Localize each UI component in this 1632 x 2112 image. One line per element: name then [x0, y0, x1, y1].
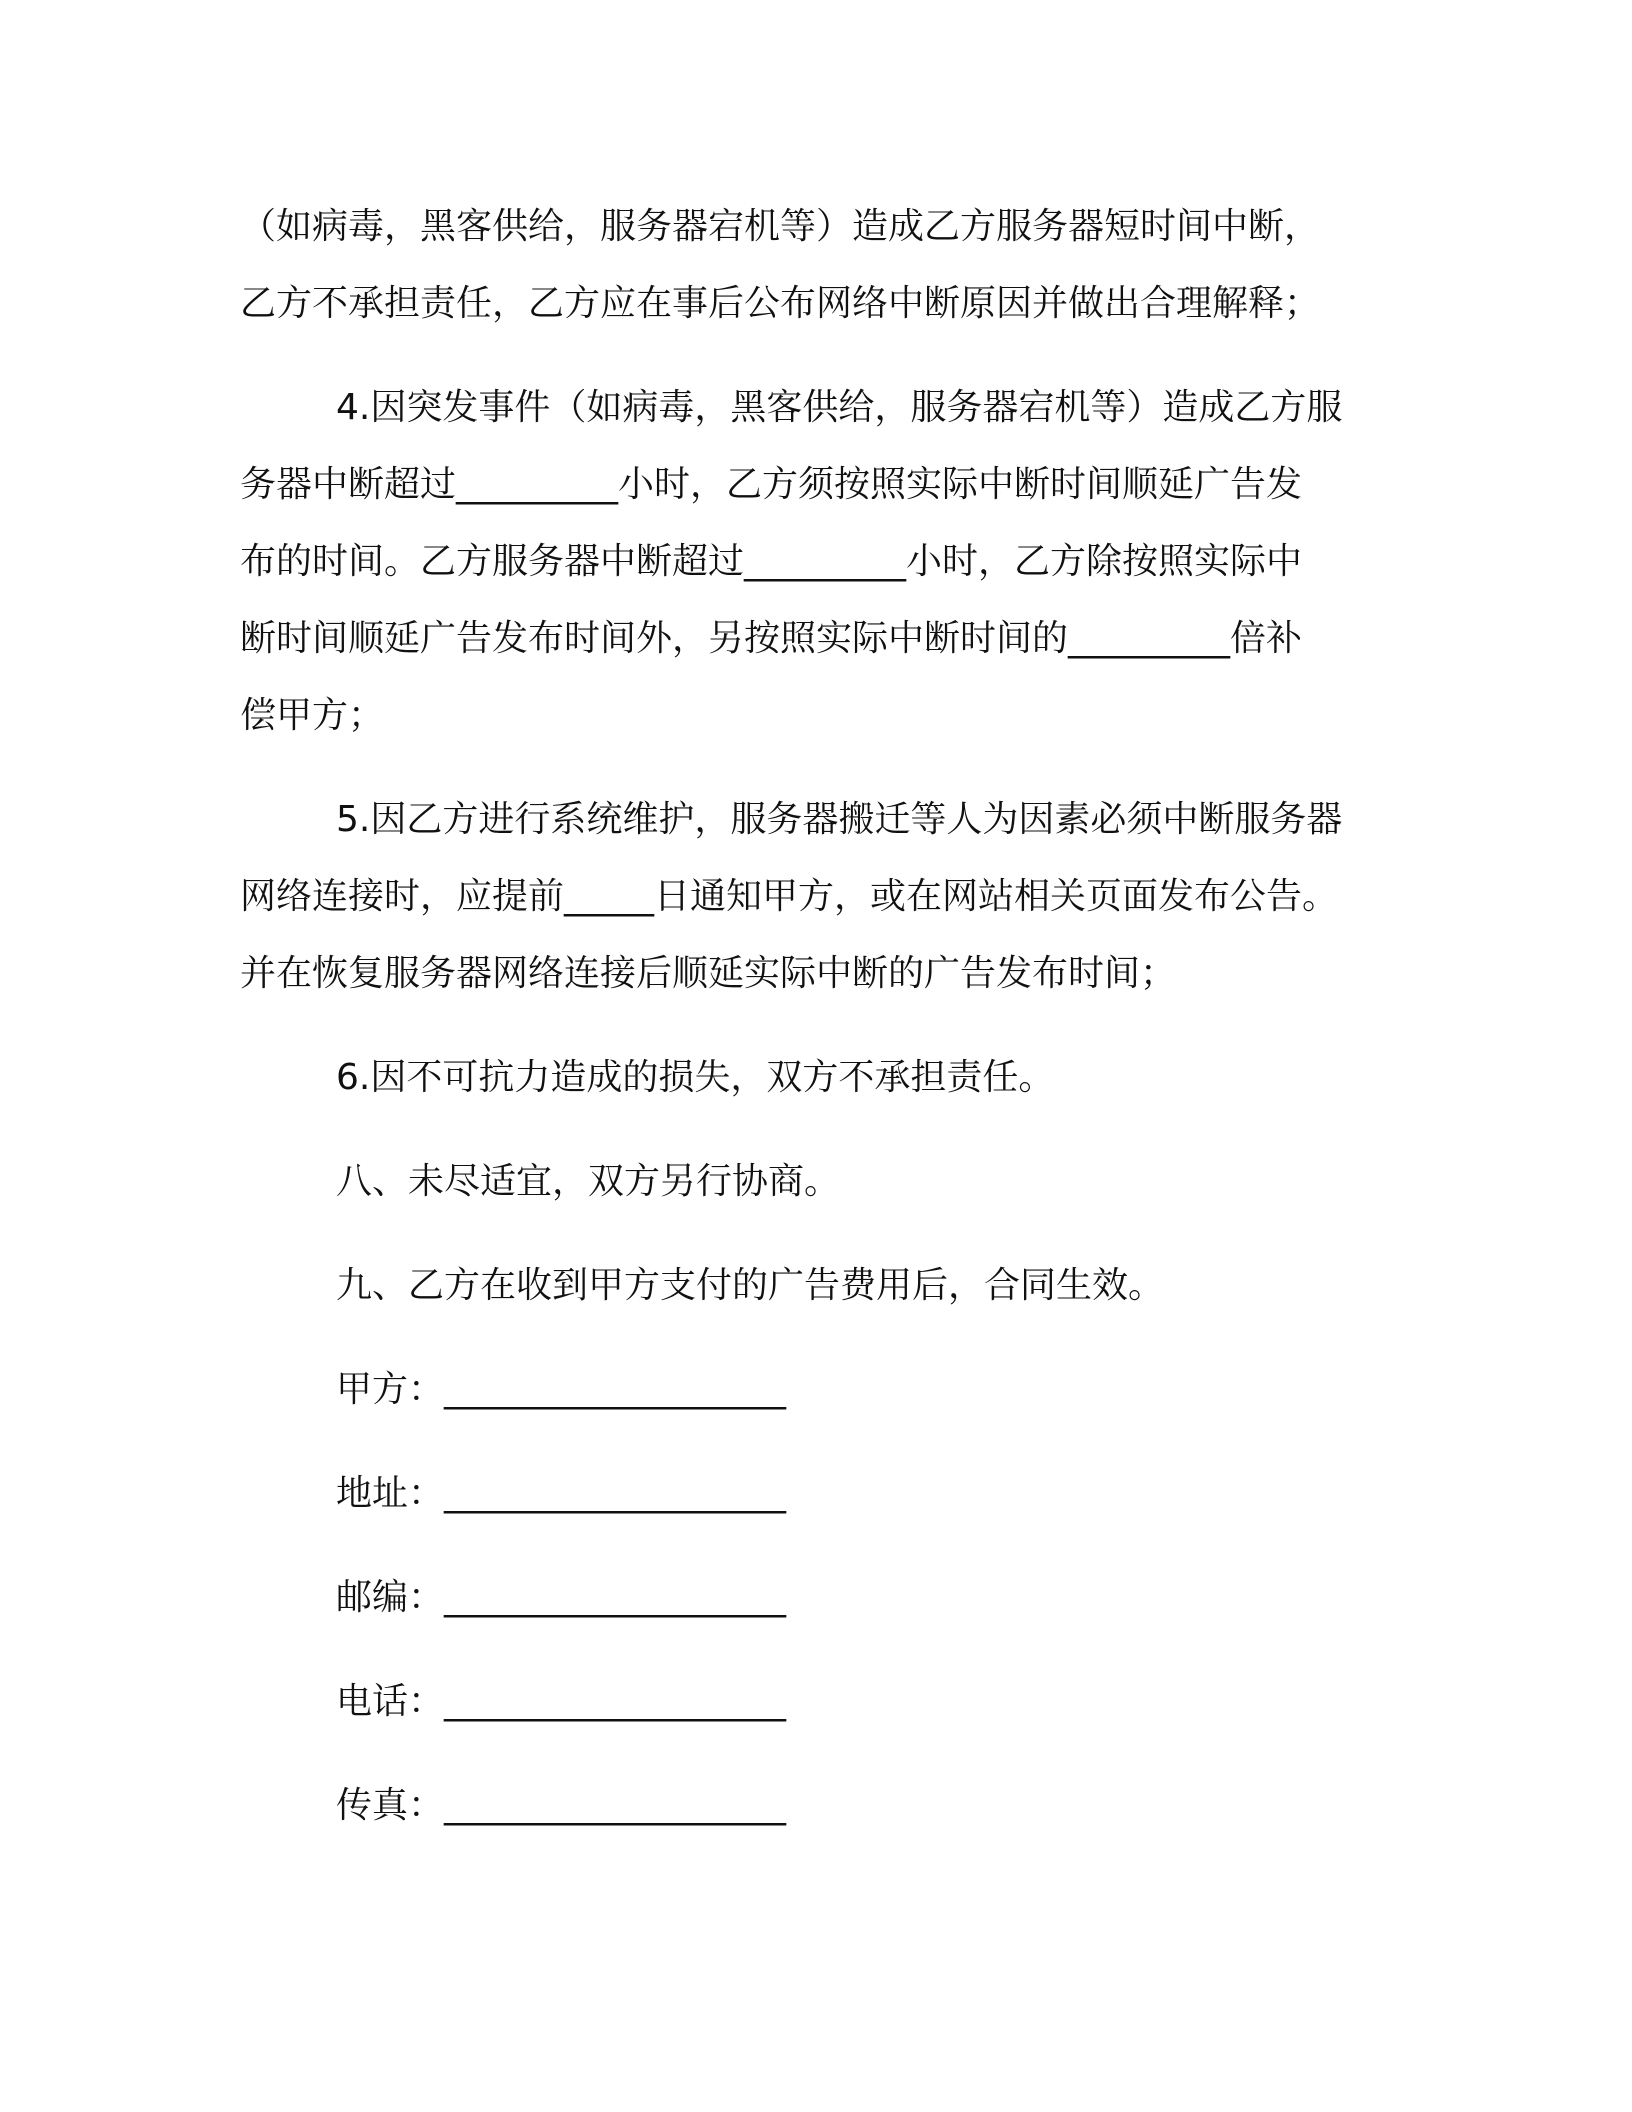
text-line: 偿甲方； — [240, 695, 385, 736]
document-page — [240, 188, 1380, 1844]
article-9 — [240, 1247, 1380, 1324]
text-line: 4.因突发事件（如病毒，黑客供给，服务器宕机等）造成乙方服 — [336, 387, 1343, 428]
text-line: （如病毒，黑客供给，服务器宕机等）造成乙方服务器短时间中断， — [240, 206, 1321, 247]
article-8 — [240, 1143, 1380, 1220]
field-blank: ___________________ — [444, 1473, 787, 1514]
field-blank: ___________________ — [444, 1577, 787, 1618]
field-postcode — [240, 1559, 1380, 1636]
field-address — [240, 1455, 1380, 1532]
text-line: 务器中断超过_________小时，乙方须按照实际中断时间顺延广告发 — [240, 464, 1303, 505]
text-line: 并在恢复服务器网络连接后顺延实际中断的广告发布时间； — [240, 953, 1177, 994]
field-label: 邮编： — [336, 1577, 445, 1618]
clause-4 — [240, 369, 1380, 754]
field-fax — [240, 1767, 1380, 1844]
text-line: 布的时间。乙方服务器中断超过_________小时，乙方除按照实际中 — [240, 541, 1303, 582]
field-party-a — [240, 1351, 1380, 1428]
field-label: 传真： — [336, 1785, 445, 1826]
field-blank: ___________________ — [444, 1369, 787, 1410]
field-phone — [240, 1663, 1380, 1740]
text-line: 乙方不承担责任，乙方应在事后公布网络中断原因并做出合理解释； — [240, 283, 1321, 324]
text-line: 6.因不可抗力造成的损失，双方不承担责任。 — [336, 1057, 1055, 1098]
clause-6 — [240, 1039, 1380, 1116]
field-label: 地址： — [336, 1473, 445, 1514]
text-line: 九、乙方在收到甲方支付的广告费用后，合同生效。 — [336, 1265, 1165, 1306]
paragraph-continuation — [240, 188, 1380, 342]
text-line: 断时间顺延广告发布时间外，另按照实际中断时间的_________倍补 — [240, 618, 1303, 659]
text-line: 5.因乙方进行系统维护，服务器搬迁等人为因素必须中断服务器 — [336, 799, 1343, 840]
field-blank: ___________________ — [444, 1681, 787, 1722]
field-label: 甲方： — [336, 1369, 445, 1410]
text-line: 八、未尽适宜，双方另行协商。 — [336, 1161, 841, 1202]
field-blank: ___________________ — [444, 1785, 787, 1826]
text-line: 网络连接时，应提前_____日通知甲方，或在网站相关页面发布公告。 — [240, 876, 1339, 917]
clause-5 — [240, 781, 1380, 1012]
field-label: 电话： — [336, 1681, 445, 1722]
